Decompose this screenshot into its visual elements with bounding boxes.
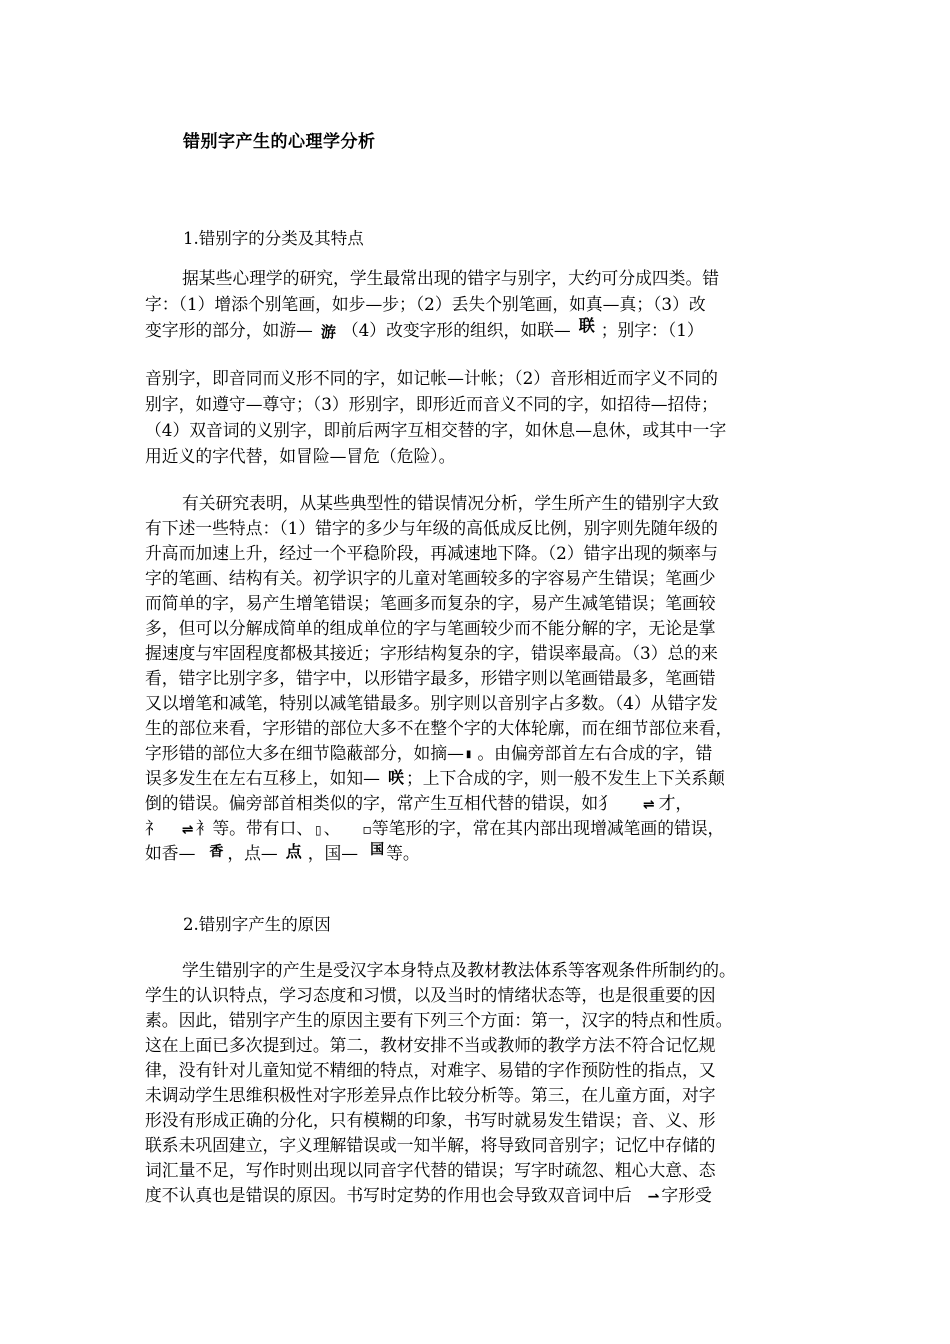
- text-run: 礻: [145, 818, 162, 838]
- arrow-icon: ⇀: [647, 1188, 660, 1205]
- text-run: 、: [323, 818, 341, 838]
- text-run: 才，: [658, 793, 693, 813]
- text-run: 衤等。带有口、: [195, 818, 314, 838]
- text-run: ，点—: [227, 843, 278, 863]
- text-run: ；别字：（1）: [600, 320, 704, 340]
- erroneous-character-image: 咲: [387, 767, 404, 787]
- paragraph-line: 又以增笔和减笔，特别以减笔错最多。别字则以音别字占多数。（4）从错字发: [145, 693, 718, 713]
- paragraph-line: [145, 315, 704, 344]
- paragraph-line: [145, 1183, 712, 1209]
- paragraph-line: 词汇量不足，写作时则出现以同音字代替的错误；写字时疏忽、粗心大意、态: [145, 1160, 716, 1180]
- erroneous-character-image: 国: [370, 841, 385, 858]
- erroneous-character-image: 点: [285, 841, 302, 861]
- erroneous-character-image: ▮: [465, 748, 472, 760]
- text-run: ，国—: [307, 843, 359, 863]
- text-run: 等。: [386, 843, 420, 863]
- swap-arrow-icon: ⇌: [642, 796, 655, 813]
- paragraph-line: 未调动学生思维积极性对字形差异点作比较分析等。第三，在儿童方面，对字: [145, 1085, 716, 1105]
- erroneous-character-image: 香: [209, 843, 224, 860]
- paragraph-line: 形没有形成正确的分化，只有模糊的印象，书写时就易发生错误；音、义、形: [145, 1110, 716, 1130]
- paragraph-line: 据某些心理学的研究，学生最常出现的错字与别字，大约可分成四类。错: [182, 268, 720, 288]
- paragraph-line: 律，没有针对儿童知觉不精细的特点，对难字、易错的字作预防性的指点，又: [145, 1060, 716, 1080]
- paragraph-line: 音别字，即音同而义形不同的字，如记帐—计帐；（2）音形相近而字义不同的: [145, 368, 718, 388]
- paragraph-line: 学生错别字的产生是受汉字本身特点及教材教法体系等客观条件所制约的。: [182, 960, 736, 980]
- stroke-shape-image: ▯: [315, 822, 322, 837]
- swap-arrow-icon: ⇌: [181, 821, 194, 838]
- text-run: 倒的错误。偏旁部首相类似的字，常产生互相代替的错误，如犭: [145, 793, 615, 813]
- paragraph-line: （4）双音词的义别字，即前后两字互相交替的字，如休息—息休，或其中一字: [145, 420, 727, 440]
- stroke-shape-image: ▫: [362, 821, 372, 838]
- paragraph-line: 有下述一些特点：（1）错字的多少与年级的高低成反比例，别字则先随年级的: [145, 518, 718, 538]
- paragraph-line: 有关研究表明，从某些典型性的错误情况分析，学生所产生的错别字大致: [182, 493, 720, 513]
- section-heading-1: 1.错别字的分类及其特点: [183, 229, 364, 248]
- text-run: 度不认真也是错误的原因。书写时定势的作用也会导致双音词中后: [145, 1185, 632, 1205]
- paragraph-line: 用近义的字代替，如冒险—冒危（危险）。: [145, 446, 456, 466]
- paragraph-line: 素。因此，错别字产生的原因主要有下列三个方面：第一，汉字的特点和性质。: [145, 1010, 733, 1030]
- paragraph-line: 别字，如遵守—尊守；（3）形别字，即形近而音义不同的字，如招待—招侍；: [145, 394, 718, 414]
- text-run: 。由偏旁部首左右合成的字，错: [477, 743, 713, 763]
- paragraph-line: 生的部位来看，字形错的部位大多不在整个字的大体轮廓，而在细节部位来看，: [145, 718, 733, 738]
- paragraph-line: 多，但可以分解成简单的组成单位的字与笔画较少而不能分解的字，无论是掌: [145, 618, 716, 638]
- paragraph-line: [145, 841, 420, 867]
- section-heading-2: 2.错别字产生的原因: [183, 915, 331, 934]
- text-run: 字形受: [661, 1185, 712, 1205]
- erroneous-character-image: 游: [320, 322, 336, 341]
- paragraph-line: [145, 791, 692, 817]
- text-run: （4）改变字形的组织，如联—: [341, 320, 571, 340]
- paragraph-line: 升高而加速上升，经过一个平稳阶段，再减速地下降。（2）错字出现的频率与: [145, 543, 718, 563]
- paragraph-line: [145, 741, 712, 767]
- text-run: 字形错的部位大多在细节隐蔽部分，如摘—: [145, 743, 464, 763]
- paragraph-line: 看，错字比别字多，错字中，以形错字最多，形错字则以笔画错最多，笔画错: [145, 668, 716, 688]
- paragraph-line: 而简单的字，易产生增笔错误；笔画多而复杂的字，易产生减笔错误；笔画较: [145, 593, 716, 613]
- text-run: 变字形的部分，如游—: [145, 320, 313, 340]
- text-run: 误多发生在左右互移上，如知—: [145, 768, 380, 788]
- erroneous-character-image: 联: [578, 315, 595, 335]
- paragraph-line: 字的笔画、结构有关。初学识字的儿童对笔画较多的字容易产生错误；笔画少: [145, 568, 716, 588]
- paragraph-line: [145, 816, 724, 842]
- paragraph-line: 联系未巩固建立，字义理解错误或一知半解，将导致同音别字；记忆中存储的: [145, 1135, 716, 1155]
- text-run: ；上下合成的字，则一般不发生上下关系颠: [405, 768, 725, 788]
- paragraph-line: 这在上面已多次提到过。第二，教材安排不当或教师的教学方法不符合记忆规: [145, 1035, 716, 1055]
- paragraph-line: 握速度与牢固程度都极其接近；字形结构复杂的字，错误率最高。（3）总的来: [145, 643, 718, 663]
- paragraph-line: [145, 766, 725, 792]
- text-run: 如香—: [145, 843, 196, 863]
- paragraph-line: 学生的认识特点，学习态度和习惯，以及当时的情绪状态等，也是很重要的因: [145, 985, 716, 1005]
- paragraph-line: 字：（1）增添个别笔画，如步—步；（2）丢失个别笔画，如真—真；（3）改: [145, 294, 706, 314]
- document-title: 错别字产生的心理学分析: [183, 132, 376, 152]
- text-run: 等笔形的字，常在其内部出现增减笔画的错误，: [371, 818, 725, 838]
